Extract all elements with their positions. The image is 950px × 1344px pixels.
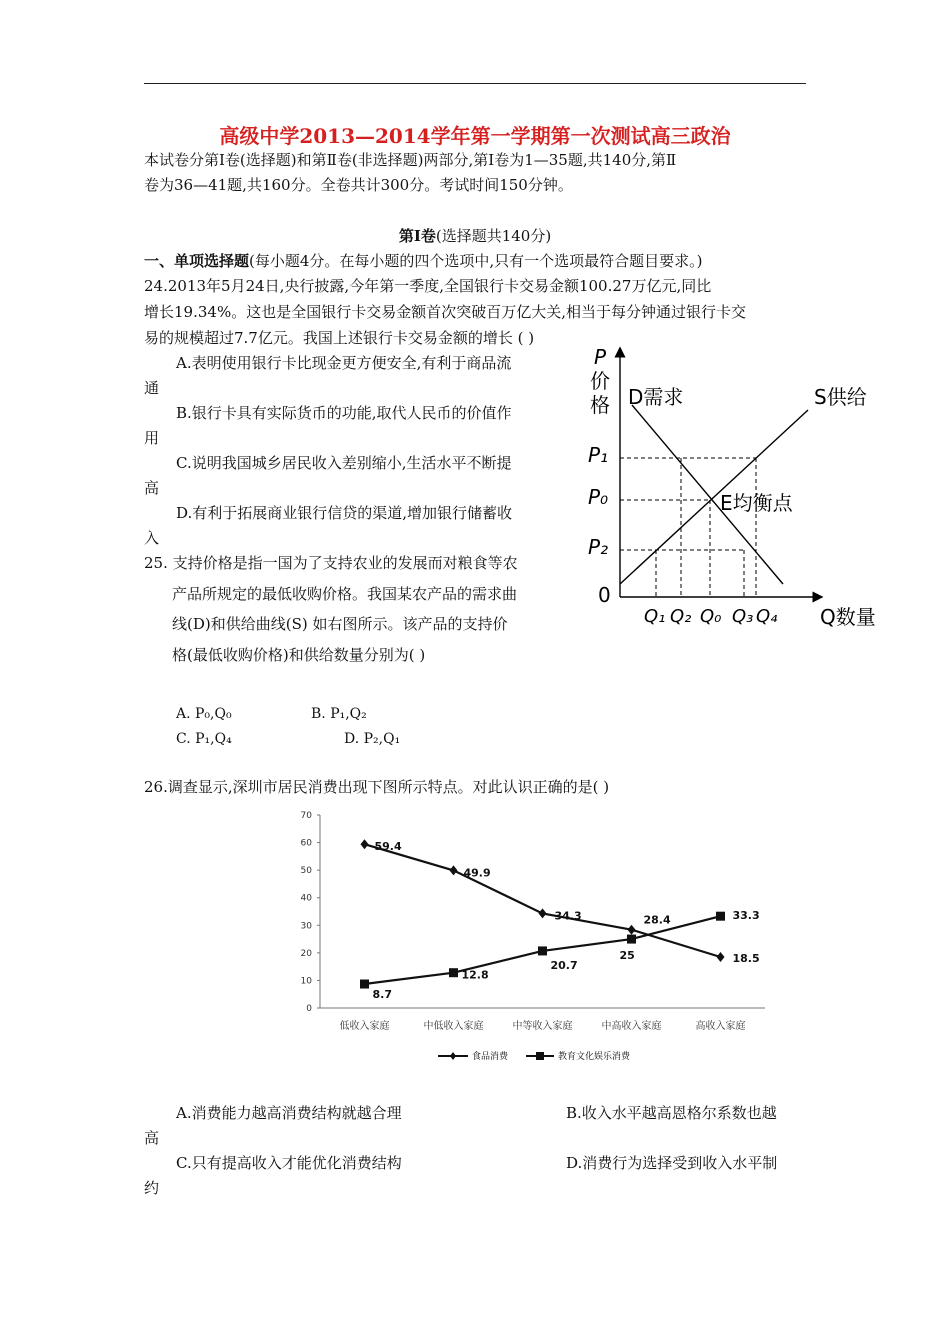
education-consumption-point bbox=[360, 980, 369, 989]
q26-option-b-cont: 高 bbox=[144, 1129, 160, 1147]
q4-label: Q₄ bbox=[756, 606, 778, 627]
q1-label: Q₁ bbox=[644, 606, 666, 627]
education-consumption-point bbox=[538, 946, 547, 955]
legend-education-label: 教育文化娱乐消费 bbox=[558, 1052, 631, 1062]
q24-option-b: B.银行卡具有实际货币的功能,取代人民币的价值作 bbox=[176, 404, 512, 422]
q24-stem-1: 24.2013年5月24日,央行披露,今年第一季度,全国银行卡交易金额100.27万亿元,同比 bbox=[144, 277, 712, 295]
section-bold: 第Ⅰ卷 bbox=[398, 227, 436, 245]
food-consumption-point bbox=[361, 839, 369, 849]
supply-label: S供给 bbox=[814, 385, 867, 409]
chart-x-tick-label: 中高收入家庭 bbox=[601, 1021, 662, 1032]
food-data-label: 18.5 bbox=[732, 951, 760, 965]
food-data-label: 34.3 bbox=[554, 909, 582, 923]
q25-option-a: A. P₀,Q₀ bbox=[176, 706, 232, 722]
q26-option-b: B.收入水平越高恩格尔系数也越 bbox=[566, 1104, 777, 1122]
x-axis-label: Q数量 bbox=[820, 605, 876, 629]
supply-demand-diagram bbox=[580, 340, 900, 635]
chart-x-tick-label: 高收入家庭 bbox=[695, 1021, 746, 1032]
q25-option-c: C. P₁,Q₄ bbox=[176, 731, 232, 747]
food-consumption-point bbox=[450, 865, 458, 875]
q26-stem: 26.调查显示,深圳市居民消费出现下图所示特点。对此认识正确的是( ) bbox=[144, 778, 610, 796]
q24-option-c-cont: 高 bbox=[144, 479, 160, 497]
chart-y-tick-label: 50 bbox=[300, 866, 312, 877]
q24-option-a: A.表明使用银行卡比现金更方便安全,有利于商品流 bbox=[176, 354, 512, 372]
origin-label: 0 bbox=[598, 583, 611, 607]
chart-x-tick-label: 中低收入家庭 bbox=[423, 1021, 484, 1032]
q25-stem-4: 格(最低收购价格)和供给数量分别为( ) bbox=[172, 646, 426, 664]
chart-y-tick-label: 70 bbox=[300, 811, 312, 821]
part1-bold: 一、单项选择题 bbox=[144, 252, 250, 270]
education-data-label: 8.7 bbox=[372, 988, 392, 1002]
q26-option-d: D.消费行为选择受到收入水平制 bbox=[566, 1154, 778, 1172]
education-consumption-point bbox=[449, 968, 458, 977]
food-consumption-point bbox=[628, 925, 636, 935]
chart-y-tick-label: 10 bbox=[300, 976, 312, 987]
q25-stem-2: 产品所规定的最低收购价格。我国某农产品的需求曲 bbox=[172, 585, 518, 603]
q24-option-b-cont: 用 bbox=[144, 429, 160, 447]
food-consumption-point bbox=[717, 952, 725, 962]
education-data-label: 20.7 bbox=[550, 958, 578, 972]
legend-education-marker bbox=[536, 1052, 544, 1060]
q26-option-c: C.只有提高收入才能优化消费结构 bbox=[176, 1154, 402, 1172]
demand-label: D需求 bbox=[628, 385, 684, 409]
legend-food-label: 食品消费 bbox=[472, 1052, 509, 1062]
p0-label: P₀ bbox=[588, 485, 609, 509]
section-rest: (选择题共140分) bbox=[435, 227, 552, 245]
q26-option-a: A.消费能力越高消费结构就越合理 bbox=[176, 1104, 402, 1122]
q24-option-a-cont: 通 bbox=[144, 379, 160, 397]
education-data-label: 25 bbox=[619, 949, 635, 963]
intro-line-2: 卷为36—41题,共160分。全卷共计300分。考试时间150分钟。 bbox=[144, 176, 573, 194]
q24-option-d: D.有利于拓展商业银行信贷的渠道,增加银行储蓄收 bbox=[176, 504, 513, 522]
chart-y-tick-label: 0 bbox=[306, 1004, 312, 1014]
education-data-label: 33.3 bbox=[732, 909, 760, 923]
education-consumption-point bbox=[716, 912, 725, 921]
q0-label: Q₀ bbox=[700, 606, 722, 627]
chart-y-tick-label: 40 bbox=[300, 893, 312, 904]
q24-option-c: C.说明我国城乡居民收入差别缩小,生活水平不断提 bbox=[176, 454, 512, 472]
q25-option-d: D. P₂,Q₁ bbox=[344, 731, 401, 747]
chart-y-tick-label: 60 bbox=[300, 838, 312, 849]
page-title: 高级中学2013—2014学年第一学期第一次测试高三政治 bbox=[219, 124, 731, 148]
y-axis-p: P bbox=[594, 345, 607, 369]
q24-stem-2: 增长19.34%。这也是全国银行卡交易金额首次突破百万亿大关,相当于每分钟通过银行卡交 bbox=[144, 303, 746, 321]
intro-line-1: 本试卷分第Ⅰ卷(选择题)和第Ⅱ卷(非选择题)两部分,第Ⅰ卷为1—35题,共140分,第Ⅱ bbox=[144, 151, 677, 169]
q24-stem-3: 易的规模超过7.7亿元。我国上述银行卡交易金额的增长 ( ) bbox=[144, 329, 535, 347]
food-consumption-line bbox=[365, 844, 721, 957]
part1-rest: (每小题4分。在每小题的四个选项中,只有一个选项最符合题目要求。) bbox=[249, 252, 703, 270]
q25-stem-1: 25. 支持价格是指一国为了支持农业的发展而对粮食等农 bbox=[144, 554, 518, 572]
equilibrium-label: E均衡点 bbox=[720, 491, 793, 515]
q26-option-d-cont: 约 bbox=[144, 1179, 160, 1197]
legend-food-marker bbox=[450, 1052, 456, 1060]
y-axis-ge: 格 bbox=[590, 393, 610, 417]
food-data-label: 49.9 bbox=[463, 866, 491, 880]
q25-stem-3: 线(D)和供给曲线(S) 如右图所示。该产品的支持价 bbox=[172, 615, 508, 633]
p2-label: P₂ bbox=[588, 535, 609, 559]
q24-option-d-cont: 入 bbox=[144, 529, 160, 547]
chart-y-tick-label: 20 bbox=[300, 948, 312, 959]
p1-label: P₁ bbox=[588, 443, 609, 467]
chart-y-tick-label: 30 bbox=[300, 921, 312, 932]
consumption-line-chart bbox=[290, 805, 780, 1075]
food-data-label: 59.4 bbox=[374, 840, 402, 854]
y-axis-jia: 价 bbox=[590, 369, 610, 393]
education-consumption-point bbox=[627, 935, 636, 944]
part1-heading bbox=[144, 251, 703, 271]
chart-x-tick-label: 中等收入家庭 bbox=[512, 1021, 573, 1032]
q25-option-b: B. P₁,Q₂ bbox=[311, 706, 367, 722]
food-data-label: 28.4 bbox=[643, 913, 671, 927]
education-data-label: 12.8 bbox=[461, 968, 489, 982]
q3-label: Q₃ bbox=[732, 606, 754, 627]
food-consumption-point bbox=[539, 908, 547, 918]
q2-label: Q₂ bbox=[670, 606, 692, 627]
chart-x-tick-label: 低收入家庭 bbox=[339, 1021, 390, 1032]
top-rule bbox=[144, 83, 806, 84]
section-heading bbox=[0, 226, 950, 246]
